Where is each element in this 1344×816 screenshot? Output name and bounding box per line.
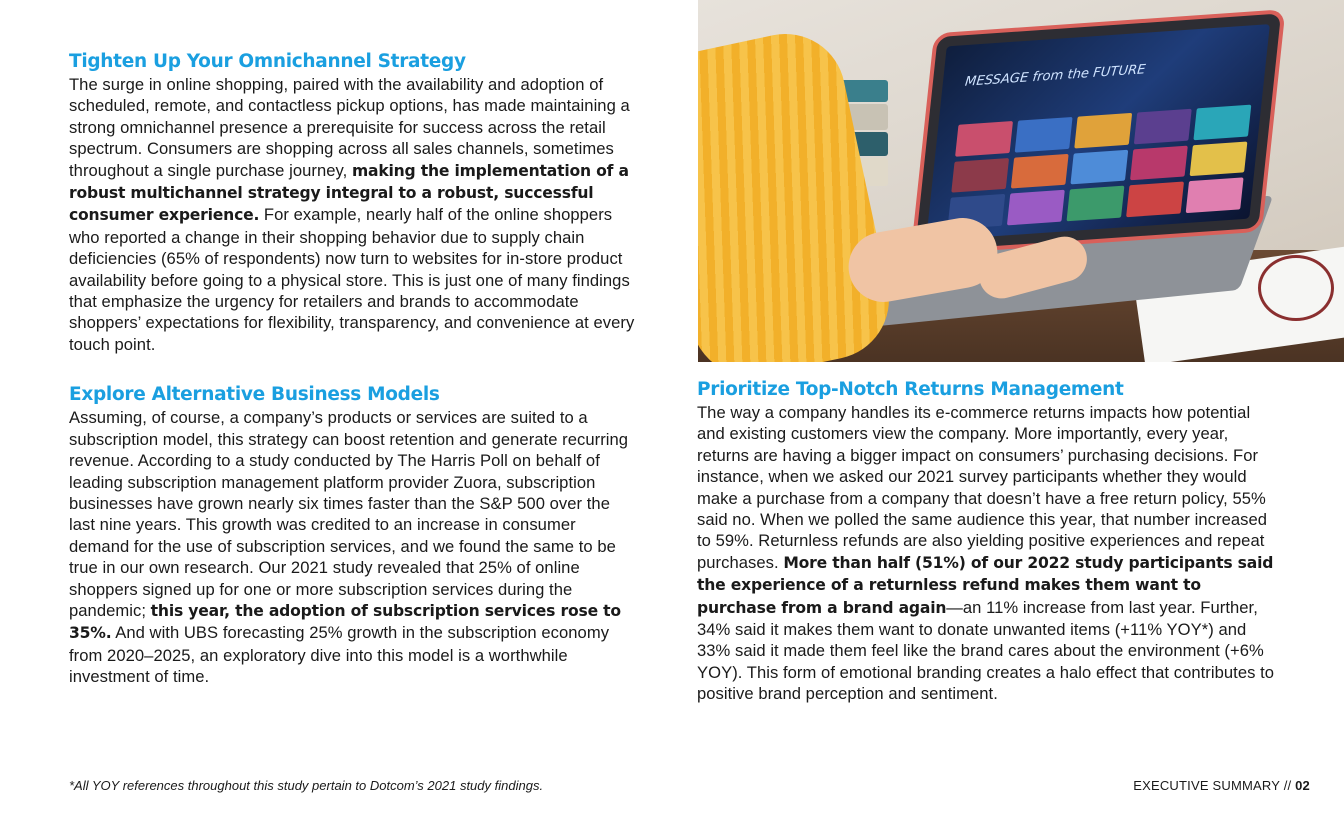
screen-title: MESSAGE from the FUTURE (964, 62, 1147, 90)
screen-tiles (947, 105, 1251, 230)
section-body-returns (697, 402, 1277, 705)
body-emphasis: making the implementation of a robust multichannel strategy integral to a robust, successful consumer experience. (69, 161, 629, 225)
section-heading-omnichannel: Tighten Up Your Omnichannel Strategy (69, 51, 466, 72)
section-heading-business-models: Explore Alternative Business Models (69, 384, 440, 406)
section-body-business-models (69, 407, 635, 687)
eyeglasses (1258, 255, 1334, 321)
laptop-shopping-photo (698, 0, 1344, 362)
yellow-sweater-sleeve (698, 23, 900, 362)
section-heading-returns: Prioritize Top-Notch Returns Management (697, 379, 1124, 400)
body-text: Assuming, of course, a company’s products or services are suited to a subscription model, this strategy can boost retention and generate recurring revenue. According to a study conducted by The Harris Poll on behalf of leading subscription management platform provider Zuora, subscription businesses have grown nearly six times faster than the S&P 500 over the last nine years. This growth was credited to an increase in consumer demand for the use of subscription services, and we found the same to be true in our own research. Our 2021 study revealed that 25% of online shoppers signed up for one or more subscription services during the pandemic; (69, 408, 629, 620)
body-emphasis: this year, the adoption of subscription services rose to 35%. (69, 601, 621, 643)
body-text: —an 11% increase from last year. Further, 34% said it makes them want to donate unwanted items (+11% YOY*) and 33% said it made them feel like the brand cares about the environment (+6% YOY). This form of emotional branding creates a halo effect that contributes to positive brand perception and sentiment. (697, 597, 1275, 704)
section-label: EXECUTIVE SUMMARY // (1133, 778, 1296, 793)
streaming-screen (926, 24, 1270, 241)
left-column (69, 50, 635, 688)
body-text: For example, nearly half of the online shoppers who reported a change in their shopping behavior due to supply chain deficiencies (65% of respondents) now turn to websites for in-store product availability before going to a physical store. This is just one of many findings that emphasize the urgency for retailers and brands to accommodate shoppers’ expectations for flexibility, transparency, and convenience at every touch point. (69, 205, 635, 354)
page-number: 02 (1295, 778, 1310, 793)
body-text: The way a company handles its e-commerce returns impacts how potential and existing customers view the company. More importantly, every year, returns are having a bigger impact on consumers’ purchasing decisions. For instance, when we asked our 2021 survey participants whether they would make a purchase from a company that doesn’t have a free return policy, 55% said no. When we polled the same audience this year, that number increased to 59%. Returnless refunds are also yielding positive experiences and repeat purchases. (697, 403, 1268, 572)
laptop-screen (915, 13, 1281, 251)
right-column (697, 378, 1277, 705)
body-text: The surge in online shopping, paired with the availability and adoption of scheduled, remote, and contactless pickup options, has made maintaining a strong omnichannel presence a prerequisite for success across the retail spectrum. Consumers are shopping across all sales channels, sometimes throughout a single purchase journey, (69, 75, 630, 180)
page-label (1133, 778, 1310, 793)
body-emphasis: More than half (51%) of our 2022 study participants said the experience of a returnless refund makes them want to purchase from a brand again (697, 553, 1274, 617)
section-body-omnichannel (69, 74, 635, 355)
body-text: And with UBS forecasting 25% growth in the subscription economy from 2020–2025, an exploratory dive into this model is a worthwhile investment of time. (69, 623, 610, 687)
footnote: *All YOY references throughout this study pertain to Dotcom’s 2021 study findings. (69, 778, 544, 793)
